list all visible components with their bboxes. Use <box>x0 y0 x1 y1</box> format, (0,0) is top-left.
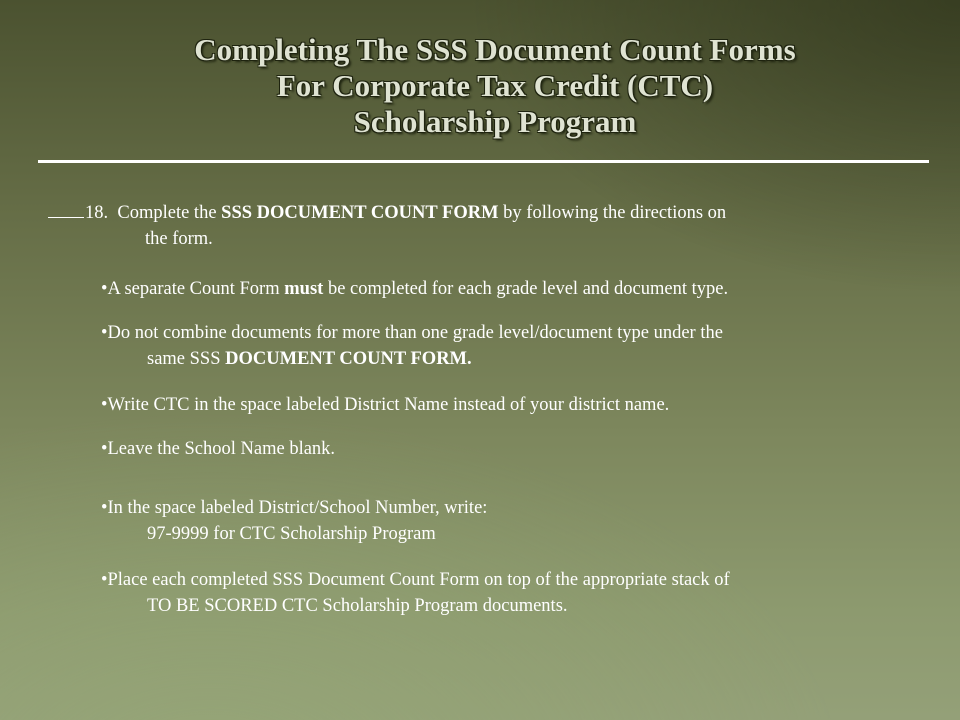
step-18 <box>48 200 726 252</box>
bullet-glyph: • <box>101 323 108 343</box>
bullet-glyph: • <box>101 279 108 299</box>
bullet-district-number: •In the space labeled District/School Number, write: 97-9999 for CTC Scholarship Program <box>101 498 488 544</box>
step-text-before: Complete the <box>117 203 217 223</box>
title-line-2: For Corporate Tax Credit (CTC) <box>276 68 714 103</box>
step-number: 18. <box>85 203 109 223</box>
bullet-glyph: • <box>101 439 108 459</box>
checkbox-blank-line <box>48 202 84 218</box>
bullet-write-ctc: •Write CTC in the space labeled District Name instead of your district name. <box>101 395 670 415</box>
bullet-glyph: • <box>101 570 108 590</box>
bullet-place-form: •Place each completed SSS Document Count Form on top of the appropriate stack of TO BE SCORED CTC Scholarship Program documents. <box>101 570 730 616</box>
step-text-after: by following the directions on <box>503 203 727 223</box>
title-line-1: Completing The SSS Document Count Forms <box>194 32 796 67</box>
bullet-school-name-blank: •Leave the School Name blank. <box>101 439 336 459</box>
bullet-glyph: • <box>101 395 108 415</box>
step-continuation: the form. <box>145 229 213 249</box>
slide-title <box>0 32 960 140</box>
title-line-3: Scholarship Program <box>353 104 637 139</box>
bullet-glyph: • <box>101 498 108 518</box>
bullet-separate-form: •A separate Count Form must be completed for each grade level and document type. <box>101 279 729 299</box>
title-divider <box>38 160 929 163</box>
bullet-do-not-combine: •Do not combine documents for more than one grade level/document type under the same SSS DOCUMENT COUNT FORM. <box>101 323 723 369</box>
step-form-name: SSS DOCUMENT COUNT FORM <box>221 203 499 223</box>
